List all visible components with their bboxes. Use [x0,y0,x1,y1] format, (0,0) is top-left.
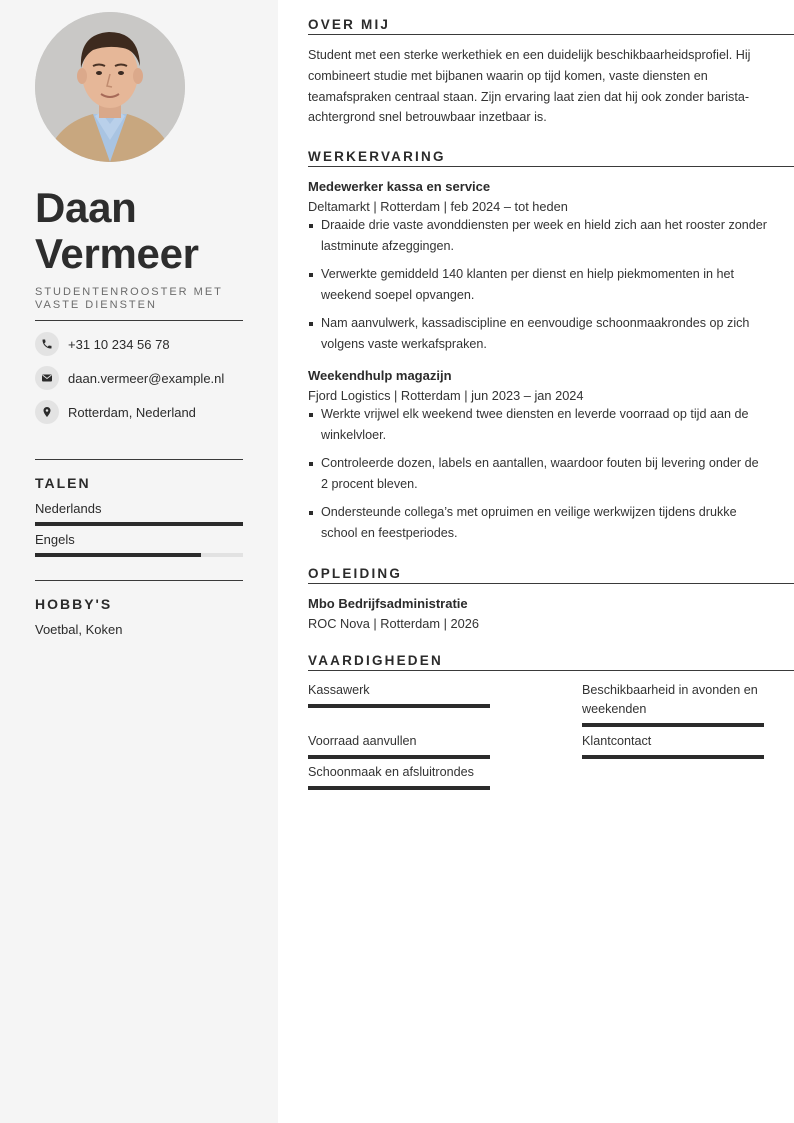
job-bullet: Verwerkte gemiddeld 140 klanten per dienst en hielp piekmomenten in het weekend soepel opvangen. [308,264,768,306]
job-title: Medewerker kassa en service [308,179,491,194]
skill-label: Voorraad aanvullen [308,734,417,748]
divider [35,320,243,321]
skill-item [582,732,764,759]
skills-heading: VAARDIGHEDEN [308,652,794,671]
language-item [35,532,243,557]
divider [35,459,243,460]
candidate-name [35,185,199,277]
first-name: Daan [35,184,137,231]
job-bullet: Draaide drie vaste avonddiensten per week en hield zich aan het rooster zonder lastminute afzeggingen. [308,215,768,257]
job-title: Weekendhulp magazijn [308,368,452,383]
about-heading: OVER MIJ [308,16,794,35]
phone-text: +31 10 234 56 78 [68,336,170,352]
language-level-fill [35,522,243,526]
email-text: daan.vermeer@example.nl [68,370,225,386]
about-text: Student met een sterke werkethiek en een duidelijk beschikbaarheidsprofiel. Hij combineert studie met bijbanen waarin op tijd komen, vaste diensten en teamafspraken centraal staan. Zijn ervaring laat zien dat hij ook zonder barista-achtergrond snel betrouwbaar inzetbaar is. [308,48,751,125]
skill-item [308,732,490,759]
education-title: Mbo Bedrijfsadministratie [308,596,468,611]
skill-label: Beschikbaarheid in avonden en weekenden [582,683,758,716]
job-bullet: Nam aanvulwerk, kassadiscipline en eenvoudige schoonmaakrondes op zich volgens vaste werkafspraken. [308,313,768,355]
language-level-bar [35,522,243,526]
job-meta: Deltamarkt | Rotterdam | feb 2024 – tot heden [308,199,568,214]
job-bullet: Controleerde dozen, labels en aantallen, waardoor fouten bij levering onder de 2 procent bleven. [308,453,768,495]
language-name: Nederlands [35,501,102,516]
divider [35,580,243,581]
job-bullet: Ondersteunde collega’s met opruimen en veilige werkwijzen tijdens drukke school en feestperiodes. [308,502,768,544]
skill-label: Kassawerk [308,683,370,697]
skill-bar [308,786,490,790]
language-item [35,501,243,526]
last-name: Vermeer [35,230,199,277]
hobbies-heading: HOBBY'S [35,596,113,612]
contact-email [35,366,255,390]
sidebar [0,0,278,1123]
contact-location [35,400,255,424]
skill-item [308,681,490,708]
education-meta: ROC Nova | Rotterdam | 2026 [308,616,479,631]
experience-heading: WERKERVARING [308,148,794,167]
skill-bar [308,755,490,759]
skill-bar [308,704,490,708]
skill-bar [582,755,764,759]
role-subtitle: STUDENTENROOSTER MET VASTE DIENSTEN [35,286,223,311]
phone-icon [35,332,59,356]
mail-icon [35,366,59,390]
avatar [35,12,185,162]
language-level-fill [35,553,201,557]
skill-item [582,681,764,727]
job-meta: Fjord Logistics | Rotterdam | jun 2023 – jan 2024 [308,388,584,403]
language-level-bar [35,553,243,557]
location-text: Rotterdam, Nederland [68,404,196,420]
skill-bar [582,723,764,727]
education-heading: OPLEIDING [308,565,794,584]
skill-item [308,763,490,790]
languages-heading: TALEN [35,475,91,491]
skill-label: Schoonmaak en afsluitrondes [308,765,474,779]
skill-label: Klantcontact [582,734,652,748]
location-pin-icon [35,400,59,424]
language-name: Engels [35,532,75,547]
job-bullet: Werkte vrijwel elk weekend twee diensten en leverde voorraad op tijd aan de winkelvloer. [308,404,768,446]
contact-phone [35,332,255,356]
hobbies-text: Voetbal, Koken [35,622,123,637]
